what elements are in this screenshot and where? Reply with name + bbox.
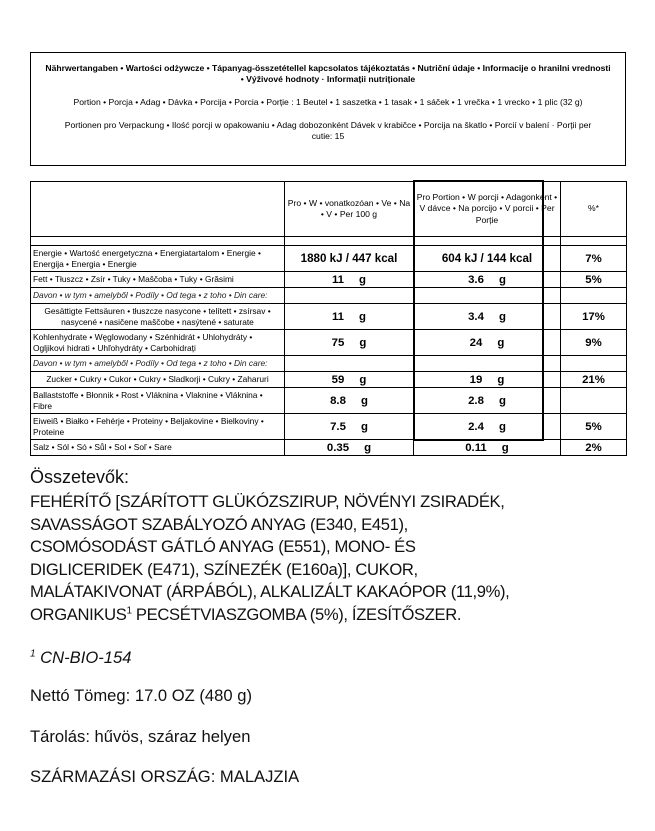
percent-value	[561, 288, 627, 304]
spacer-row	[31, 237, 627, 246]
portion-value: 3.4 g	[414, 304, 561, 330]
nutrition-row	[31, 288, 627, 304]
nutrient-label: Zucker • Cukry • Cukor • Cukry • Sladkorji • Cukry • Zaharuri	[31, 372, 285, 388]
storage-info: Tárolás: hűvös, száraz helyen	[30, 727, 251, 746]
ingredients-footnote: $^1$ CN-BIO-154	[30, 648, 132, 667]
portion-value: 2.4 g	[414, 414, 561, 440]
nutrition-row	[31, 246, 627, 272]
portion-value: 19 g	[414, 372, 561, 388]
nutrition-row	[31, 356, 627, 372]
ingredients-line: ORGANIKUS$^1$ PECSÉTVIASZGOMBA (5%), ÍZESÍTŐSZER.	[30, 604, 462, 624]
header-percent: %*	[561, 182, 627, 237]
portion-value: 604 kJ / 144 kcal	[414, 246, 561, 272]
per100-value: 8.8 g	[285, 388, 414, 414]
nutrition-header	[30, 52, 626, 166]
nutrient-label: Kohlenhydrate • Węglowodany • Szénhidrát • Uhlohydráty • Ogljikovi hidrati • Uhľohydráty • Carbohidrați	[31, 330, 285, 356]
per100-value: 1880 kJ / 447 kcal	[285, 246, 414, 272]
per100-value: 11 g	[285, 304, 414, 330]
header-per100: Pro • W • vonatkozóan • Ve • Na • V • Per 100 g	[285, 182, 414, 237]
ingredients-text	[30, 491, 640, 627]
nutrient-label: Gesättigte Fettsäuren • tłuszcze nasycone • telített • zsírsav • nasycené • nasičene maščobe • nasýtené • saturate	[31, 304, 285, 330]
table-header-row	[31, 182, 627, 237]
percent-value: 7%	[561, 246, 627, 272]
percent-value: 5%	[561, 414, 627, 440]
ingredients-line: SAVASSÁGOT SZABÁLYOZÓ ANYAG (E340, E451),	[30, 514, 408, 534]
nutrition-row	[31, 272, 627, 288]
nutrition-row	[31, 414, 627, 440]
portion-value: 0.11 g	[414, 440, 561, 456]
net-weight: Nettó Tömeg: 17.0 OZ (480 g)	[30, 686, 252, 705]
portion-value: 2.8 g	[414, 388, 561, 414]
nutrition-row	[31, 440, 627, 456]
nutrient-label: Salz • Sól • Só • Sůl • Sol • Soľ • Sare	[31, 440, 285, 456]
per100-value: 59 g	[285, 372, 414, 388]
percent-value: 21%	[561, 372, 627, 388]
ingredients-line: MALÁTAKIVONAT (ÁRPÁBÓL), ALKALIZÁLT KAKAÓPOR (11,9%),	[30, 582, 510, 602]
ingredients-line: CSOMÓSODÁST GÁTLÓ ANYAG (E551), MONO- ÉS	[30, 537, 416, 557]
per100-value: 75 g	[285, 330, 414, 356]
per100-value: 0.35 g	[285, 440, 414, 456]
portion-value	[414, 356, 561, 372]
header-per-portion: Pro Portion • W porcji • Adagonként • V dávce • Na porcijo • V porcii • Per Porție	[414, 182, 561, 237]
portion-value	[414, 288, 561, 304]
per100-value: 7.5 g	[285, 414, 414, 440]
nutrient-label: Fett • Tłuszcz • Zsír • Tuky • Maščoba • Tuky • Grăsimi	[31, 272, 285, 288]
nutrition-row	[31, 388, 627, 414]
nutrition-row	[31, 304, 627, 330]
header-empty-cell	[31, 182, 285, 237]
percent-value: 9%	[561, 330, 627, 356]
nutrition-row	[31, 372, 627, 388]
nutrient-label: Energie • Wartość energetyczna • Energiatartalom • Energie • Energija • Energia • Energie	[31, 246, 285, 272]
nutrient-label: Ballaststoffe • Błonnik • Rost • Vláknina • Vlaknine • Vláknina • Fibre	[31, 388, 285, 414]
ingredients-title: Összetevők:	[30, 467, 130, 487]
percent-value: 5%	[561, 272, 627, 288]
per100-value	[285, 356, 414, 372]
portion-info: Portion • Porcja • Adag • Dávka • Porcija • Porcia • Porție : 1 Beutel • 1 saszetka • 1 tasak • 1 sáček • 1 vrečka • 1 vrecko • 1 plic (32 g)	[73, 97, 583, 107]
portion-value: 3.6 g	[414, 272, 561, 288]
percent-value: 2%	[561, 440, 627, 456]
nutrient-label: Eiweiß • Białko • Fehérje • Proteiny • Beljakovine • Bielkoviny • Proteine	[31, 414, 285, 440]
per100-value: 11 g	[285, 272, 414, 288]
portions-per-pack: Portionen pro Verpackung • Ilość porcji w opakowaniu • Adag dobozonként Dávek v krabičce • Porcija na škatlo • Porcií v balení · Porții per cutie: 15	[64, 120, 592, 141]
portion-value: 24 g	[414, 330, 561, 356]
ingredients-line: DIGLICERIDEK (E471), SZÍNEZÉK (E160a)], CUKOR,	[30, 559, 418, 579]
percent-value: 17%	[561, 304, 627, 330]
nutrition-row	[31, 330, 627, 356]
per100-value	[285, 288, 414, 304]
nutrition-title: Nährwertangaben • Wartości odżywcze • Tápanyag-összetétellel kapcsolatos tájékoztatás • Nutriční údaje • Informacije o hranilni vrednosti • Výživové hodnoty · Informații nutriționale	[45, 63, 611, 84]
nutrition-table	[30, 181, 627, 456]
percent-value	[561, 356, 627, 372]
nutrient-label: Davon • w tym • amelyből • Podíly • Od tega • z toho • Din care:	[31, 288, 285, 304]
country-of-origin: SZÁRMAZÁSI ORSZÁG: MALAJZIA	[30, 767, 300, 786]
nutrient-label: Davon • w tym • amelyből • Podíly • Od tega • z toho • Din care:	[31, 356, 285, 372]
percent-value	[561, 388, 627, 414]
ingredients-line: FEHÉRÍTŐ [SZÁRÍTOTT GLÜKÓZSZIRUP, NÖVÉNYI ZSIRADÉK,	[30, 492, 505, 511]
